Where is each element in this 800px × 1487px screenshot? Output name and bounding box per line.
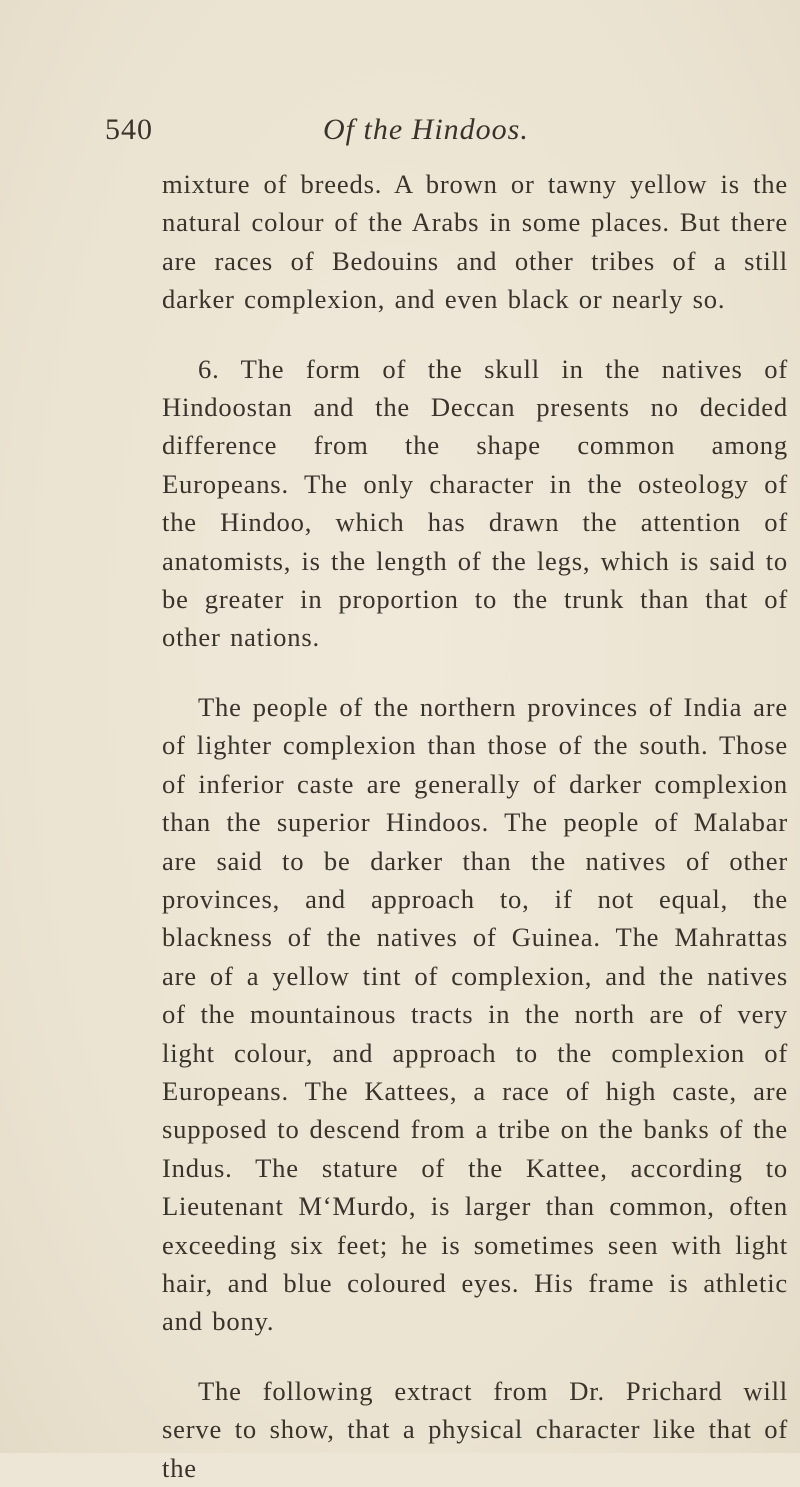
running-title: Of the Hindoos. bbox=[323, 113, 529, 146]
paragraph-continued: mixture of breeds. A brown or tawny yellow is the natural colour of the Arabs in some places. But there are races of Bedouins and other tribes of a still darker complexion, and even black or nearly so. bbox=[162, 169, 788, 315]
paragraph-complexion: The people of the northern provinces of India are of lighter complexion than those of the south. Those of inferior caste are generally of darker complexion than the superior Hindoos. The people of Malabar are said to be darker than the natives of other provinces, and approach to, if not equal, the blackness of the natives of Guinea. The Mahrattas are of a yellow tint of complexion, and the natives of the mountainous tracts in the north are of very light colour, and approach to the complexion of Europeans. The Kattees, a race of high caste, are supposed to descend from a tribe on the banks of the Indus. The stature of the Kattee, according to Lieutenant M‘Murdo, is larger than common, often exceeding six feet; he is sometimes seen with light hair, and blue coloured eyes. His frame is athletic and bony. bbox=[162, 691, 788, 1337]
paragraph-prichard-extract: The following extract from Dr. Prichard will serve to show, that a physical character like that of the bbox=[162, 1375, 788, 1483]
running-head bbox=[105, 108, 705, 152]
page-number: 540 bbox=[105, 113, 153, 146]
paragraph-skull-form: 6. The form of the skull in the natives of Hindoostan and the Deccan presents no decided difference from the shape common among Europeans. The only character in the osteology of the Hindoo, which has drawn the attention of anatomists, is the length of the legs, which is said to be greater in proportion to the trunk than that of other nations. bbox=[162, 353, 788, 653]
body-text bbox=[162, 165, 788, 1487]
